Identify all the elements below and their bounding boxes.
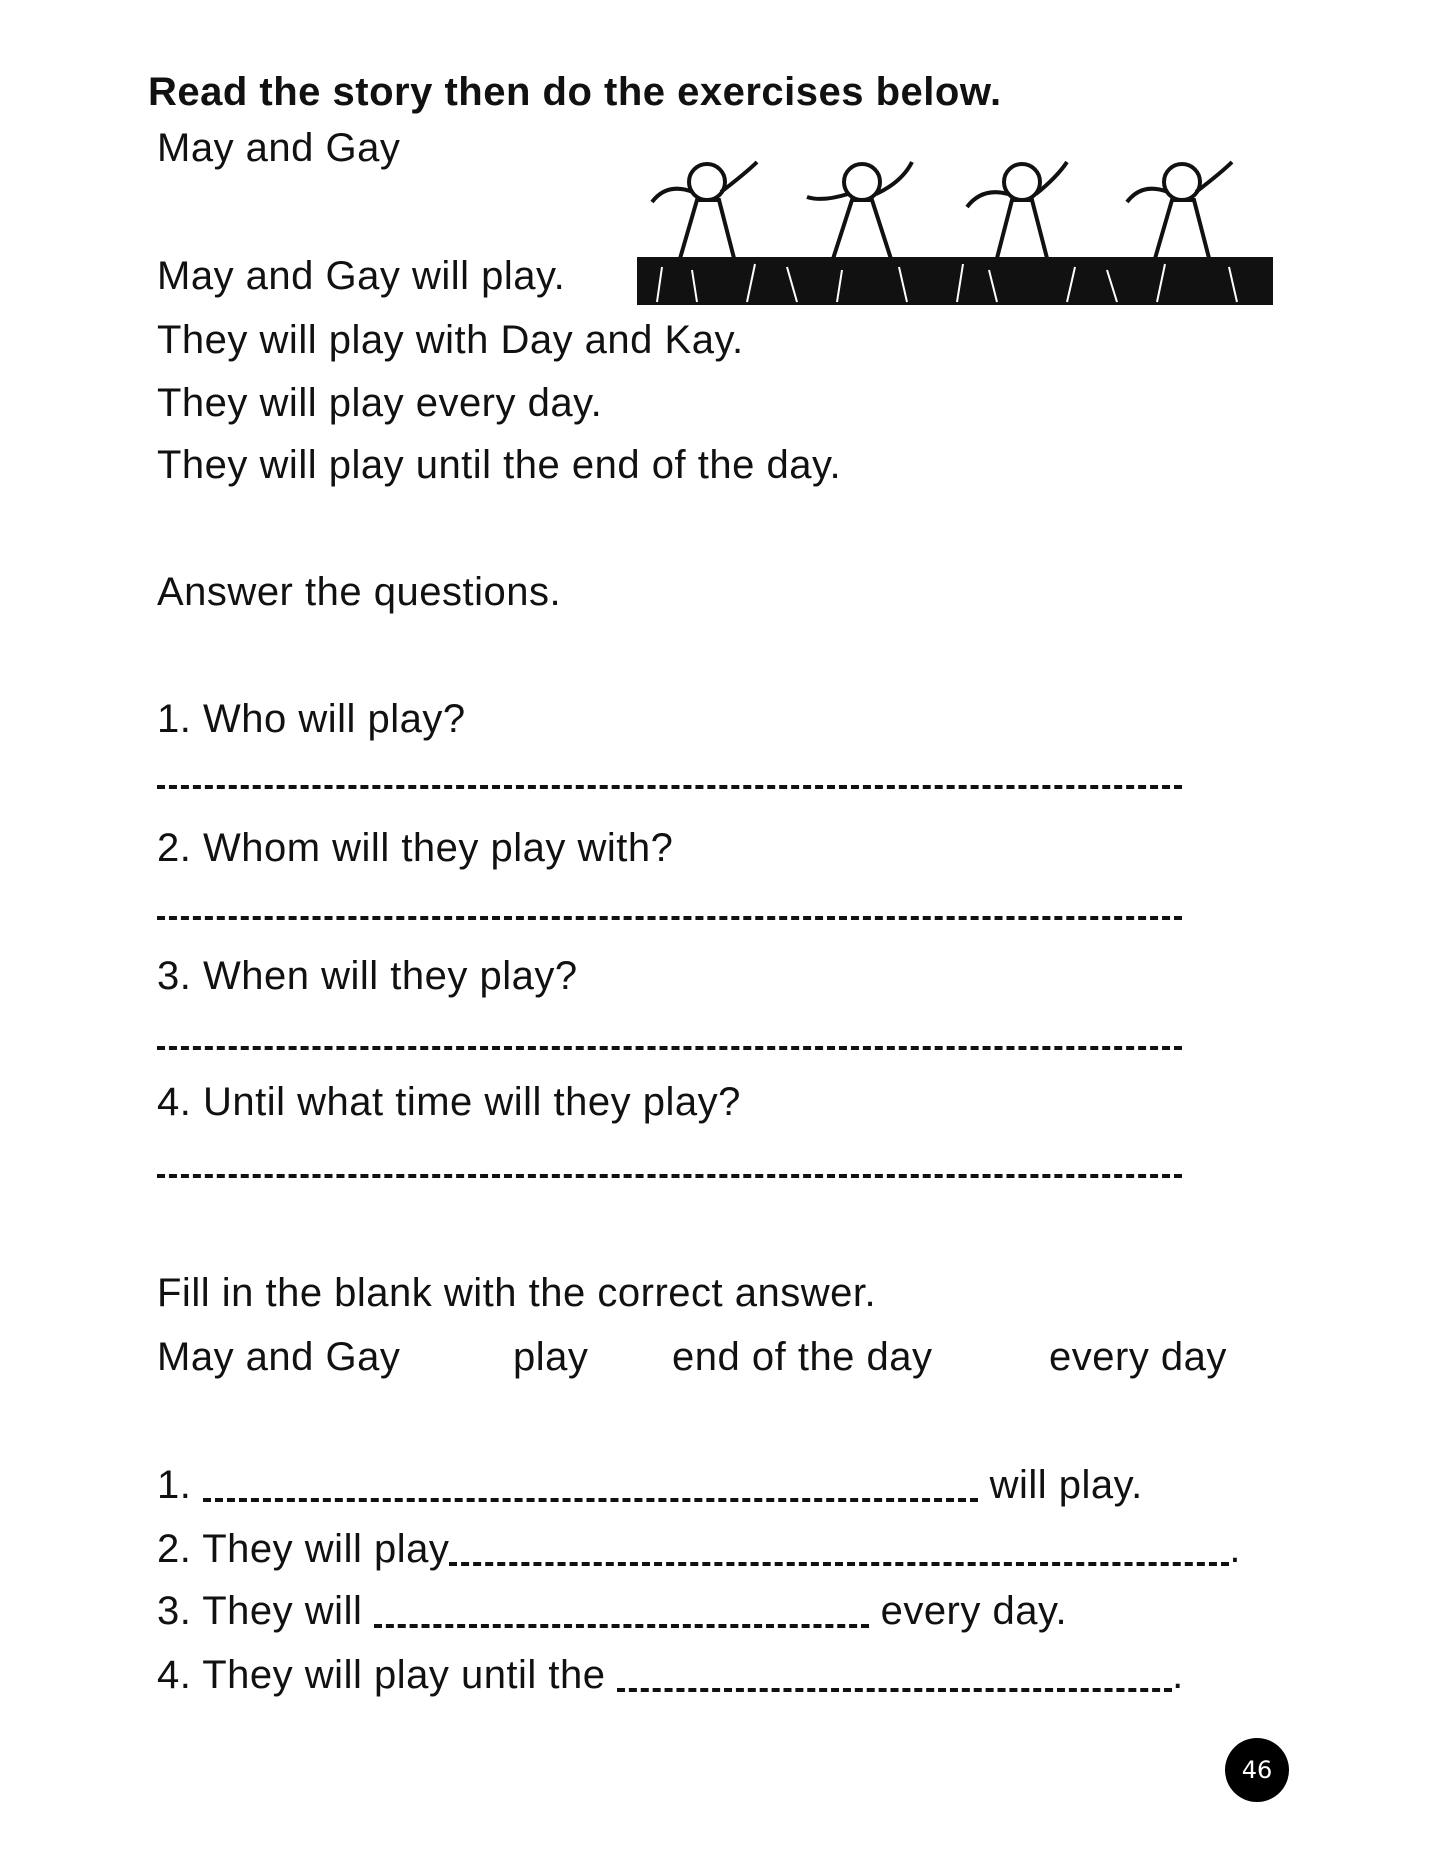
- questions-heading: Answer the questions.: [157, 570, 562, 614]
- question-1: 1. Who will play?: [157, 697, 466, 741]
- fill-item-1: [157, 1461, 1143, 1509]
- fill-text: .: [1172, 1653, 1184, 1697]
- fill-blank[interactable]: [374, 1624, 869, 1628]
- word-bank-item: May and Gay: [157, 1335, 401, 1379]
- story-line: They will play until the end of the day.: [157, 443, 842, 487]
- answer-line-2[interactable]: [157, 916, 1182, 920]
- fill-heading: Fill in the blank with the correct answer.: [157, 1271, 877, 1315]
- answer-line-1[interactable]: [157, 785, 1182, 789]
- fill-blank[interactable]: [449, 1562, 1229, 1566]
- word-bank-item: end of the day: [672, 1335, 933, 1379]
- story-line: They will play with Day and Kay.: [157, 318, 744, 362]
- fill-text: 2. They will play: [157, 1527, 450, 1571]
- fill-item-4: [157, 1651, 1184, 1699]
- word-bank-item: play: [513, 1335, 589, 1379]
- question-4: 4. Until what time will they play?: [157, 1080, 741, 1124]
- question-2: 2. Whom will they play with?: [157, 826, 674, 870]
- fill-text: 1.: [157, 1463, 203, 1507]
- fill-blank[interactable]: [617, 1688, 1172, 1692]
- story-line: May and Gay will play.: [157, 254, 566, 298]
- instructions: Read the story then do the exercises below.: [148, 70, 1002, 114]
- fill-text: every day.: [868, 1589, 1068, 1633]
- fill-text: .: [1229, 1527, 1241, 1571]
- fill-item-2: [157, 1525, 1241, 1573]
- answer-line-4[interactable]: [157, 1174, 1182, 1178]
- story-line: They will play every day.: [157, 381, 603, 425]
- answer-line-3[interactable]: [157, 1046, 1182, 1050]
- fill-text: 3. They will: [157, 1589, 374, 1633]
- fill-item-3: [157, 1587, 1067, 1635]
- question-3: 3. When will they play?: [157, 954, 578, 998]
- fill-text: 4. They will play until the: [157, 1653, 618, 1697]
- story-title: May and Gay: [157, 126, 401, 170]
- word-bank-item: every day: [1049, 1335, 1227, 1379]
- fill-blank[interactable]: [203, 1498, 978, 1502]
- dancing-girls-illustration: [637, 152, 1273, 305]
- page-number: 46: [1225, 1738, 1289, 1802]
- fill-text: will play.: [977, 1463, 1143, 1507]
